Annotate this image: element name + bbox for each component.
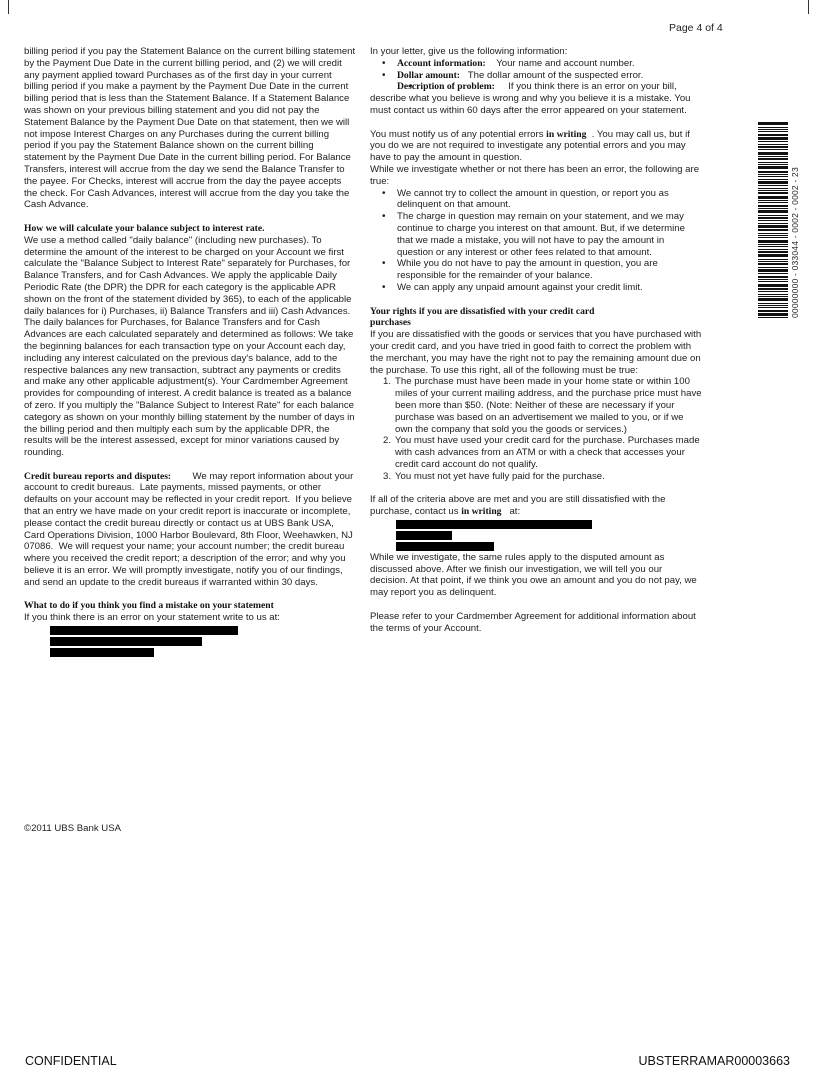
list-item: • We can apply any unpaid amount against your credit limit.: [370, 282, 702, 294]
criteria-emphasis: in writing: [461, 506, 502, 518]
confidential-label: CONFIDENTIAL: [25, 1054, 117, 1068]
list-item-text: The purchase must have been made in your home state or within 100 miles of your current mailing address, and the purchase price must have been more than $50. (Note: Neither of these are necessary if your purchase was based on an advertisement we mailed to you, or if we own the company that sold you the goods or services.): [395, 376, 702, 435]
notify-text-continued: . You may call us, but if you do we are not required to investigate any potential errors and you may have to pay the amount in question.: [370, 128, 693, 164]
notify-text: You must notify us of any potential errors: [370, 128, 547, 140]
bates-number: UBSTERRAMAR00003663: [638, 1054, 790, 1068]
redacted-address-line: [396, 542, 494, 551]
balance-heading: How we will calculate your balance subject to interest rate.: [24, 222, 265, 234]
list-item: • We cannot try to collect the amount in question, or report you as delinquent on that amount.: [370, 188, 702, 212]
list-item-label: Description of problem:: [397, 81, 495, 93]
copyright-notice: ©2011 UBS Bank USA: [24, 823, 122, 834]
list-number: 3.: [383, 470, 392, 482]
mistake-heading: What to do if you think you find a mistake on your statement: [24, 600, 274, 612]
list-item-text: If you think there is an error on your bill, describe what you believe is wrong and why you believe it is a mistake. You must contact us within 60 days after the error appeared on your statement.: [370, 81, 694, 116]
list-item: [370, 471, 702, 483]
list-item-text: You must have used your credit card for the purchase. Purchases made with cash advances from an ATM or with a check that accesses your credit card account do not qualify.: [395, 435, 700, 470]
page-number: Page 4 of 4: [669, 22, 723, 34]
list-item: [370, 58, 702, 70]
list-item-label: Account information:: [397, 57, 486, 69]
redacted-address-line: [396, 531, 452, 540]
rights-heading: Your rights if you are dissatisfied with your credit card purchases: [370, 305, 595, 329]
redacted-address-line: [50, 637, 202, 646]
crop-mark-right: [808, 0, 809, 14]
letter-intro: In your letter, give us the following information:: [370, 46, 568, 57]
rights-list: [370, 376, 702, 482]
criteria-text-continued: at:: [501, 506, 521, 518]
left-column: [24, 46, 356, 658]
mistake-paragraph: If you think there is an error on your statement write to us at:: [24, 612, 280, 624]
refer-paragraph: Please refer to your Cardmember Agreement for additional information about the terms of your Account.: [370, 610, 696, 634]
redacted-address-line: [50, 648, 154, 657]
crop-mark-left: [8, 0, 9, 14]
list-item: [370, 81, 702, 116]
list-item-text: Your name and account number.: [485, 57, 635, 69]
redacted-address-line: [50, 626, 238, 635]
investigate-intro: While we investigate whether or not there has been an error, the following are true:: [370, 163, 700, 187]
criteria-paragraph: [370, 494, 702, 518]
list-item: [370, 435, 702, 470]
list-item: • The charge in question may remain on your statement, and we may continue to charge you interest on that amount. But, if we determine that we made a mistake, you will not have to pay the amount in question or any interest or other fees related to that amount.: [370, 211, 702, 258]
list-item-text: The dollar amount of the suspected error.: [459, 69, 644, 81]
credit-bureau-heading: Credit bureau reports and disputes:: [24, 470, 172, 482]
notify-paragraph: [370, 129, 702, 164]
rules-paragraph: While we investigate, the same rules apply to the disputed amount as discussed above. After we finish our investigation, we will tell you our decision. At that point, if we think you owe an amount and you do not pay, we may report you as delinquent.: [370, 551, 697, 599]
investigate-list: [370, 188, 702, 294]
credit-bureau-text: We may report information about your account to credit bureaus. Late payments, missed payments, or other defaults on your account may be reflected in your credit report. If you believe that an entry we have made on your credit report is inaccurate or incomplete, please contact the credit bureau directly or contact us at UBS Bank USA, Card Operations Division, 1000 Harbor Boulevard, 8th Floor, Weehawken, NJ 07086. We will request your name; your account number; the credit bureau where you received the credit report; a description of the error; and why you believe it is an error. We will promptly investigate, notify you of our findings, and send an update to the credit bureaus if warranted within 30 days.: [24, 470, 356, 588]
right-column: [370, 46, 702, 634]
criteria-text: If all of the criteria above are met and you are still dissatisfied with the purchase, contact us: [370, 494, 669, 518]
list-number: 1.: [383, 376, 392, 388]
list-item: • While you do not have to pay the amount in question, you are responsible for the remainder of your balance.: [370, 258, 702, 282]
list-number: 2.: [383, 435, 392, 447]
list-item-text: You must not yet have fully paid for the purchase.: [395, 470, 605, 482]
credit-bureau-paragraph: [24, 471, 356, 589]
list-item-label: Dollar amount:: [397, 69, 460, 81]
interest-intro-paragraph: billing period if you pay the Statement Balance on the current billing statement by the Payment Due Date in the current billing period, and (2) we will credit any payment applied toward Purchases as of the first day in your current billing period if you make a payment by the Payment Due Date in the current billing period that is less than the Statement Balance. If a Statement Balance was shown on your previous billing statement and you did not pay the Statement Balance by the Payment Due Date on that statement, then we will not impose Interest Charges on any Purchases during the current billing period if you pay the Statement Balance shown on the current billing statement by the Payment Due Date in the current billing period. For Balance Transfers, interest will accrue from the day we send the Balance Transfer to the payee. For Checks, interest will accrue from the day the payee accepts the check. For Cash Advances, interest will accrue from the day you take the Cash Advance.: [24, 46, 356, 211]
letter-info-list: [370, 58, 702, 117]
list-item: [370, 70, 702, 82]
balance-paragraph: We use a method called "daily balance" (including new purchases). To determine the amount of the interest to be charged on your Account we first calculate the "Balance Subject to Interest Rate" separately for Purchases, for Balance Transfers, and for Cash Advances. We apply the applicable Daily Periodic Rate (the DPR) the DPR for each category is the applicable APR shown on the front of the statement divided by 365), to each of the applicable daily balances for i) Purchases, ii) Balance Transfers and iii) Cash Advances. The daily balances for Purchases, for Balance Transfers and for Cash Advances are each calculated separately and determined as follows: We take the beginning balances for each transaction type on your Account each day, including any interest calculated on the previous day's balance, add to the respective balances any new transaction, subtract any payments or credits and make any other applicable adjustment(s). Your Cardmember Agreement provides for compounding of interest. A credit balance is treated as a balance of zero. If you multiply the "Balance Subject to Interest Rate" for each balance category as shown on your monthly billing statement by the number of days in the billing period and then multiply each sum by the applicable DPR, the results will be the interest assessed, except for minor variations caused by rounding.: [24, 234, 355, 459]
redacted-address-line: [396, 520, 592, 529]
rights-paragraph: If you are dissatisfied with the goods or services that you have purchased with your credit card, and you have tried in good faith to correct the problem with the merchant, you may have the right not to pay the remaining amount due on the purchase. To use this right, all of the following must be true:: [370, 329, 702, 376]
list-item: [370, 376, 702, 435]
side-code-text: 00000000 - 033044 - 0002 - 0002 - 23: [790, 167, 800, 318]
barcode-image: [758, 122, 788, 318]
notify-emphasis: in writing: [546, 128, 587, 140]
